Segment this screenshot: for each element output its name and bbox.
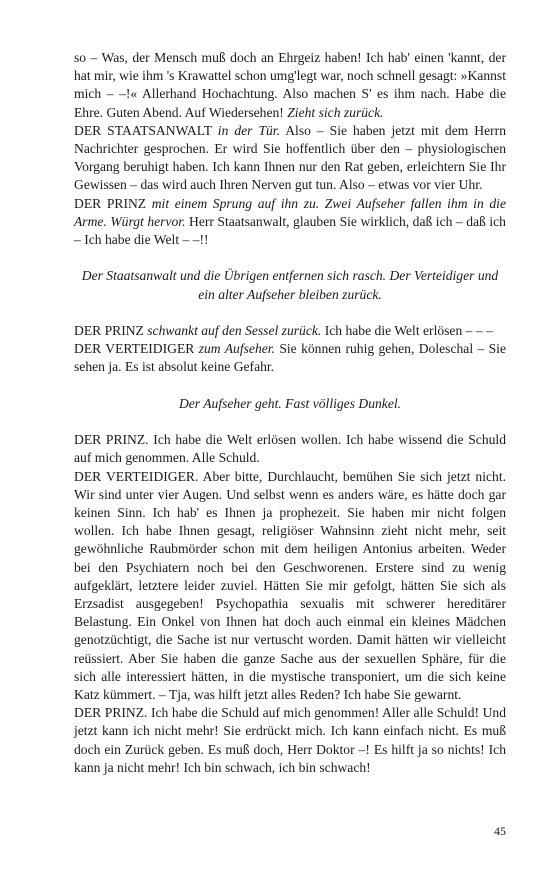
italic-segment: Der Staatsanwalt und die Übrigen entfernen sich rasch. Der Verteidiger und ein alter Aufseher bleiben zurück.: [81, 268, 499, 302]
italic-segment: schwankt auf den Sessel zurück.: [147, 323, 322, 339]
dialogue-paragraph: [74, 49, 506, 122]
dialogue-paragraph: [74, 195, 506, 250]
italic-segment: in der Tür.: [217, 122, 280, 138]
dialogue-paragraph: [74, 322, 506, 340]
book-page-text: [74, 49, 506, 777]
text-segment: DER PRINZ: [74, 323, 148, 339]
text-segment: Also – Sie haben jetzt mit dem Herrn Nachrichter gesprochen. Er wird Sie hoffentlich über den – physiologischen Vorgang beruhigt haben. Ich kann Ihnen nur den Rat geben, erleichtern Sie Ihr Gewissen – das wird auch Ihren Nerven gut tun. Also – etwas vor vier Uhr.: [74, 122, 507, 193]
stage-direction: [74, 267, 506, 303]
text-segment: DER VERTEIDIGER: [74, 341, 199, 357]
text-segment: DER PRINZ: [74, 195, 152, 211]
paragraph-gap: [74, 249, 506, 267]
text-segment: so – Was, der Mensch muß doch an Ehrgeiz haben! Ich hab' einen 'kannt, der hat mir, wie ihm 's Krawattel schon umg'legt war, noch schnell gesagt: »Kannst mich – –!« Allerhand Hochachtung. Also machen S' es ihm nach. Habe die Ehre. Guten Abend. Auf Wiedersehen!: [74, 50, 506, 120]
paragraph-gap: [74, 413, 506, 431]
stage-direction: [74, 395, 506, 413]
dialogue-paragraph: [74, 122, 506, 195]
text-segment: DER STAATSANWALT: [74, 122, 218, 138]
dialogue-paragraph: [74, 704, 506, 777]
dialogue-paragraph: [74, 340, 506, 376]
italic-segment: zum Aufseher.: [198, 341, 275, 357]
italic-segment: mit einem Sprung auf ihn zu. Zwei Aufseher fallen ihm in die Arme. Würgt hervor.: [74, 195, 506, 229]
text-segment: DER PRINZ. Ich habe die Welt erlösen wollen. Ich habe wissend die Schuld auf mich genommen. Alle Schuld.: [74, 432, 506, 466]
italic-segment: Der Aufseher geht. Fast völliges Dunkel.: [178, 395, 402, 411]
text-segment: Sie können ruhig gehen, Doleschal – Sie sehen ja. Es ist absolut keine Gefahr.: [74, 341, 506, 375]
text-segment: DER PRINZ. Ich habe die Schuld auf mich genommen! Aller alle Schuld! Und jetzt kann ich nicht mehr! Sie erdrückt mich. Ich kann einfach nicht. Es muß doch ein Zurück geben. Es muß doch, Herr Doktor –! Es hilft ja so nichts! Ich kann ja nicht mehr! Ich bin schwach, ich bin schwach!: [74, 705, 506, 775]
paragraph-gap: [74, 304, 506, 322]
dialogue-paragraph: [74, 431, 506, 467]
page-number: 45: [494, 824, 506, 838]
text-segment: DER VERTEIDIGER. Aber bitte, Durchlaucht, bemühen Sie sich jetzt nicht. Wir sind unter vier Augen. Und selbst wenn es anders wäre, es hätte doch gar keinen Sinn. Ich hab' es Ihnen ja prophezeit. Sie haben mir nicht folgen wollen. Ich habe Ihnen gesagt, religiöser Wahnsinn zieht nicht mehr, seit gewöhnliche Raubmörder schon mit dem heiligen Antonius arbeiten. Weder bei den Psychiatern noch bei den Geschworenen. Erstere sind zu wenig aufgeklärt, letztere leider zuviel. Hätten Sie mir gefolgt, hätten Sie sich als Erzsadist ausgegeben! Psychopathia sexualis mit schwerer hereditärer Belastung. Ein Onkel von Ihnen hat doch auch einmal ein kleines Mädchen genotzüchtigt, die Sache ist nur vertuscht worden. Damit hätten wir vielleicht reüssiert. Aber Sie haben die ganze Sache aus der sexuellen Sphäre, für die sich alle interessiert hätten, in die mystische transponiert, um die sich keine Katz kümmert. – Tja, was hilft jetzt alles Reden? Ich habe Sie gewarnt.: [74, 468, 506, 703]
paragraph-gap: [74, 377, 506, 395]
text-segment: Ich habe die Welt erlösen – – –: [321, 323, 493, 339]
italic-segment: Zieht sich zurück.: [287, 104, 384, 120]
dialogue-paragraph: [74, 468, 506, 705]
text-segment: Herr Staatsanwalt, glauben Sie wirklich, daß ich – daß ich – Ich habe die Welt – –!!: [74, 213, 506, 248]
